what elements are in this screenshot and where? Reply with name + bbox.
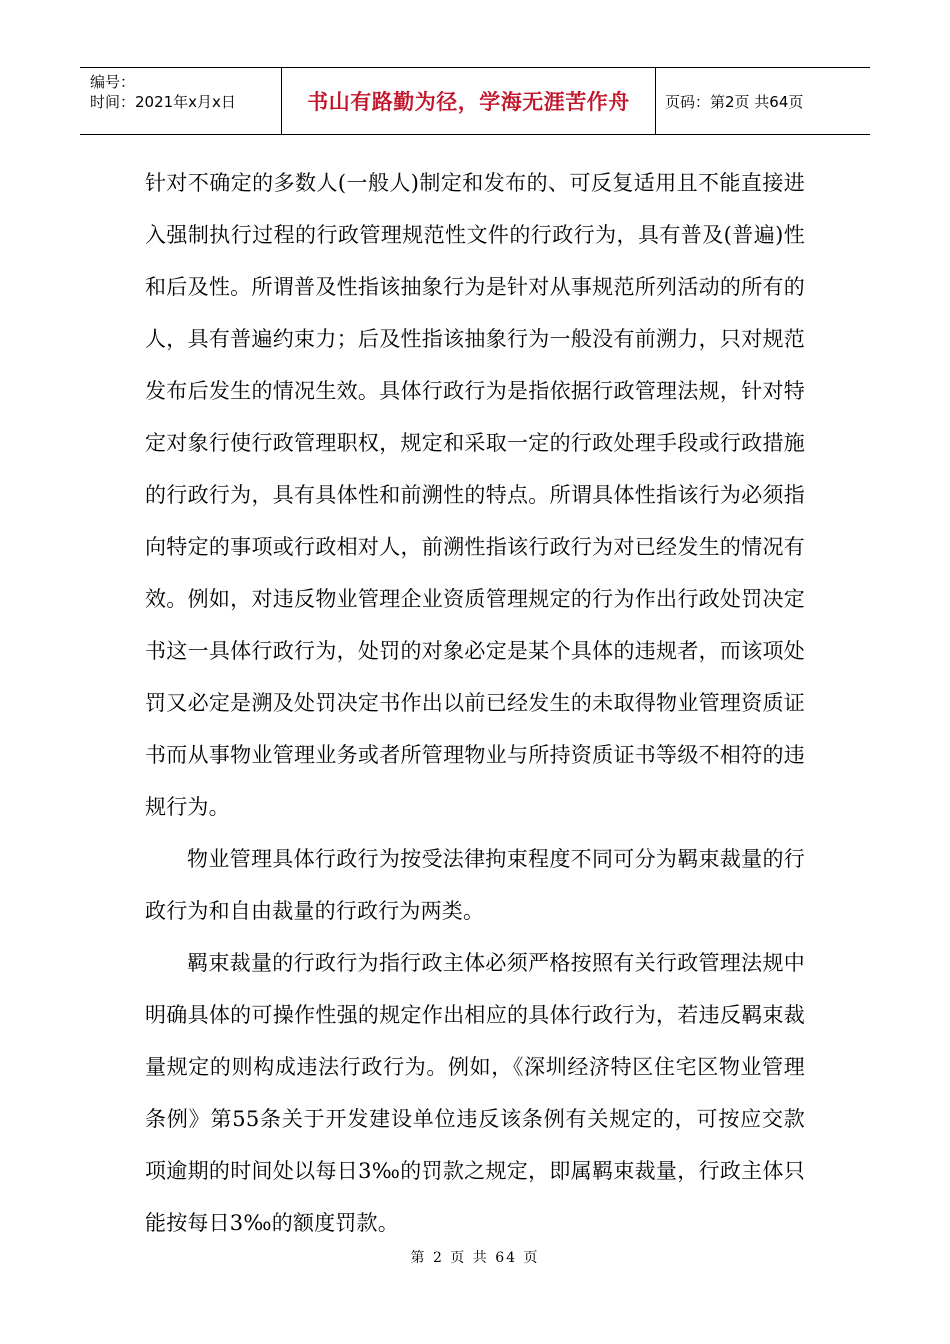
page-header	[80, 67, 870, 135]
header-meta	[80, 68, 282, 134]
body-paragraph: 针对不确定的多数人(一般人)制定和发布的、可反复适用且不能直接进入强制执行过程的行政管理规范性文件的行政行为，具有普及(普遍)性和后及性。所谓普及性指该抽象行为是针对从事规范所列活动的所有的人，具有普遍约束力；后及性指该抽象行为一般没有前溯力，只对规范发布后发生的情况生效。具体行政行为是指依据行政管理法规，针对特定对象行使行政管理职权，规定和采取一定的行政处理手段或行政措施的行政行为，具有具体性和前溯性的特点。所谓具体性指该行为必须指向特定的事项或行政相对人，前溯性指该行政行为对已经发生的情况有效。例如，对违反物业管理企业资质管理规定的行为作出行政处罚决定书这一具体行政行为，处罚的对象必定是某个具体的违规者，而该项处罚又必定是溯及处罚决定书作出以前已经发生的未取得物业管理资质证书而从事物业管理业务或者所管理物业与所持资质证书等级不相符的违规行为。	[145, 171, 805, 819]
header-page-info: 页码：第2页 共64页	[665, 92, 804, 111]
body-paragraph: 物业管理具体行政行为按受法律拘束程度不同可分为羁束裁量的行政行为和自由裁量的行政行为两类。	[145, 847, 805, 923]
header-motto: 书山有路勤为径，学海无涯苦作舟	[282, 68, 656, 134]
document-body	[145, 157, 805, 1249]
page-footer: 第 2 页 共 64 页	[410, 1250, 540, 1266]
body-paragraph: 羁束裁量的行政行为指行政主体必须严格按照有关行政管理法规中明确具体的可操作性强的规定作出相应的具体行政行为，若违反羁束裁量规定的则构成违法行政行为。例如，《深圳经济特区住宅区物业管理条例》第55条关于开发建设单位违反该条例有关规定的，可按应交款项逾期的时间处以每日3‰的罚款之规定，即属羁束裁量，行政主体只能按每日3‰的额度罚款。	[145, 951, 805, 1235]
document-number-label: 编号：	[90, 73, 136, 91]
document-date: 时间：2021年x月x日	[90, 93, 236, 111]
